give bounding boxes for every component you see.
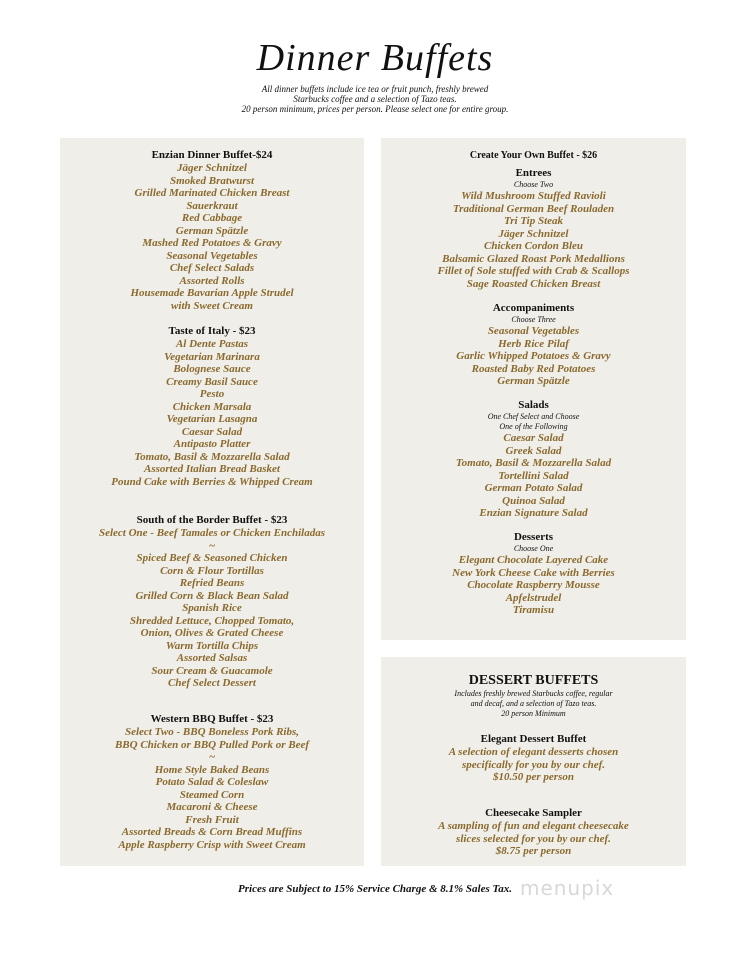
enzian-items <box>60 162 364 312</box>
menu-item: Fillet of Sole stuffed with Crab & Scallops <box>437 265 630 277</box>
menu-item: Assorted Salsas <box>176 652 248 664</box>
menu-item: Select One - Beef Tamales or Chicken Enchiladas <box>98 527 325 539</box>
section-note: Choose Three <box>511 315 556 324</box>
create-your-own-panel <box>381 138 686 640</box>
section-title: Enzian Dinner Buffet-$24 <box>151 149 273 161</box>
menu-item: Herb Rice Pilaf <box>498 337 569 350</box>
menu-item: Grilled Marinated Chicken Breast <box>134 187 290 199</box>
menu-item: Fresh Fruit <box>185 813 239 826</box>
watermark-logo: menupix <box>520 876 615 900</box>
dessert-buffets-panel <box>381 657 686 866</box>
subtitle-line: Starbucks coffee and a selection of Tazo teas. <box>293 94 457 104</box>
section-title: Entrees <box>515 167 552 179</box>
entrees-items <box>381 190 686 290</box>
menu-item: German Potato Salad <box>484 482 583 494</box>
section-desc: specifically for you by our chef. <box>462 758 605 771</box>
section-desc: A sampling of fun and elegant cheesecake <box>438 820 629 832</box>
menu-item: Traditional German Beef Rouladen <box>452 202 615 215</box>
section-note: and decaf, and a selection of Tazo teas. <box>470 699 597 708</box>
menu-item: Macaroni & Cheese <box>166 801 258 813</box>
menu-item: New York Cheese Cake with Berries <box>452 566 615 579</box>
menu-item: Quinoa Salad <box>502 494 565 507</box>
menu-item: Apfelstrudel <box>505 591 562 604</box>
border-items <box>60 527 364 690</box>
menu-item: Caesar Salad <box>503 432 564 444</box>
section-note: One Chef Select and Choose <box>487 412 580 421</box>
menu-item: Jäger Schnitzel <box>498 227 569 240</box>
bbq-buffet-section <box>60 713 364 851</box>
bbq-items <box>60 726 364 851</box>
section-price: $8.75 per person <box>495 845 572 857</box>
menu-item: Greek Salad <box>505 444 562 457</box>
menu-item: ~ <box>208 751 216 763</box>
section-desc: A selection of elegant desserts chosen <box>448 746 619 758</box>
section-note: 20 person Minimum <box>501 709 566 718</box>
menu-item: Assorted Italian Bread Basket <box>144 463 280 475</box>
border-buffet-section <box>60 514 364 690</box>
page-subtitle <box>0 84 750 114</box>
menu-item: Chicken Marsala <box>172 400 252 413</box>
subtitle-line: All dinner buffets include ice tea or fruit punch, freshly brewed <box>261 84 489 94</box>
section-title: Salads <box>518 399 549 411</box>
menu-item: Spiced Beef & Seasoned Chicken <box>136 552 288 564</box>
menu-item: Select Two - BBQ Boneless Pork Ribs, <box>124 726 300 738</box>
section-title: Desserts <box>513 531 554 543</box>
section-note: Choose One <box>513 544 554 553</box>
desserts-items <box>381 554 686 617</box>
menu-item: Tomato, Basil & Mozzarella Salad <box>455 457 612 469</box>
menu-item: Shredded Lettuce, Chopped Tomato, <box>129 614 295 627</box>
left-menu-panel <box>60 138 364 866</box>
menu-item: German Spätzle <box>497 375 570 387</box>
menu-item: Elegant Chocolate Layered Cake <box>458 554 609 566</box>
menu-item: Tiramisu <box>512 604 555 616</box>
menu-item: Steamed Corn <box>179 788 245 801</box>
cyo-header <box>381 149 686 162</box>
menu-item: Chef Select Salads <box>169 262 255 274</box>
accompaniments-items <box>381 325 686 388</box>
salads-section <box>381 399 686 520</box>
section-price: $10.50 per person <box>493 771 574 783</box>
section-title: Cheesecake Sampler <box>485 807 582 819</box>
page-title: Dinner Buffets <box>256 37 494 79</box>
enzian-buffet-section <box>60 149 364 312</box>
italy-buffet-section <box>60 325 364 488</box>
section-title: South of the Border Buffet - $23 <box>136 514 288 526</box>
menu-item: with Sweet Cream <box>171 299 253 312</box>
salads-items <box>381 432 686 520</box>
menu-item: Seasonal Vegetables <box>487 325 580 337</box>
section-note: One of the Following <box>499 422 568 431</box>
section-title: Accompaniments <box>492 302 575 314</box>
menu-item: Apple Raspberry Crisp with Sweet Cream <box>118 838 306 851</box>
menu-item: Al Dente Pastas <box>175 338 249 350</box>
menu-item: Jäger Schnitzel <box>177 162 247 174</box>
menu-item: Red Cabbage <box>181 212 243 224</box>
menu-item: ~ <box>208 539 216 552</box>
menu-item: Tri Tip Steak <box>503 215 564 227</box>
section-title: Western BBQ Buffet - $23 <box>150 713 274 725</box>
menu-item: Tomato, Basil & Mozzarella Salad <box>134 450 290 463</box>
tax-note: Prices are Subject to 15% Service Charge & 8.1% Sales Tax. <box>238 883 512 895</box>
menu-item: Vegetarian Lasagna <box>166 413 258 425</box>
menu-item: Pound Cake with Berries & Whipped Cream <box>111 475 313 488</box>
menu-item: Wild Mushroom Stuffed Ravioli <box>461 190 606 202</box>
section-title: Create Your Own Buffet - $26 <box>469 150 598 161</box>
subtitle-line: 20 person minimum, prices per person. Please select one for entire group. <box>241 104 509 114</box>
menu-item: Corn & Flour Tortillas <box>160 564 264 577</box>
menu-item: Tortellini Salad <box>498 469 569 482</box>
elegant-dessert-section <box>381 733 686 784</box>
menu-item: Chicken Cordon Bleu <box>483 240 584 252</box>
dessert-buffets-header <box>381 672 686 719</box>
section-title: Elegant Dessert Buffet <box>480 733 587 745</box>
menu-item: Spanish Rice <box>182 602 242 614</box>
accompaniments-section <box>381 302 686 388</box>
menu-item: Chef Select Dessert <box>168 677 256 689</box>
menu-item: Vegetarian Marinara <box>164 350 260 363</box>
menu-item: Assorted Rolls <box>179 274 245 287</box>
section-note: Choose Two <box>513 180 554 189</box>
menu-item: Caesar Salad <box>181 425 243 438</box>
menu-item: Antipasto Platter <box>173 438 251 450</box>
menu-item: Seasonal Vegetables <box>166 249 258 262</box>
menu-item: Potato Salad & Coleslaw <box>155 776 269 788</box>
menu-item: Sauerkraut <box>186 199 238 212</box>
menu-item: Roasted Baby Red Potatoes <box>471 362 596 375</box>
menu-item: Home Style Baked Beans <box>154 763 270 776</box>
menu-item: Smoked Bratwurst <box>169 174 255 187</box>
menu-item: Enzian Signature Salad <box>479 507 588 519</box>
menu-item: Balsamic Glazed Roast Pork Medallions <box>442 252 625 265</box>
menu-item: BBQ Chicken or BBQ Pulled Pork or Beef <box>114 738 310 751</box>
section-title: Taste of Italy - $23 <box>168 325 256 337</box>
menu-item: Bolognese Sauce <box>173 363 251 375</box>
cheesecake-section <box>381 807 686 858</box>
menu-item: Chocolate Raspberry Mousse <box>467 579 600 591</box>
menu-item: Grilled Corn & Black Bean Salad <box>135 589 289 602</box>
menu-item: Mashed Red Potatoes & Gravy <box>142 237 282 249</box>
desserts-section <box>381 531 686 617</box>
section-note: Includes freshly brewed Starbucks coffee, regular <box>454 689 613 698</box>
menu-item: Onion, Olives & Grated Cheese <box>140 627 284 639</box>
italy-items <box>60 338 364 488</box>
menu-item: Assorted Breads & Corn Bread Muffins <box>121 826 303 838</box>
menu-item: German Spätzle <box>175 224 249 237</box>
section-desc: slices selected for you by our chef. <box>456 832 611 845</box>
menu-item: Warm Tortilla Chips <box>165 639 259 652</box>
menu-item: Creamy Basil Sauce <box>166 375 258 388</box>
menu-item: Refried Beans <box>179 577 245 589</box>
menu-item: Garlic Whipped Potatoes & Gravy <box>456 350 611 362</box>
menu-item: Sour Cream & Guacamole <box>151 664 273 677</box>
entrees-section <box>381 167 686 290</box>
menu-item: Pesto <box>199 388 225 400</box>
section-title: DESSERT BUFFETS <box>468 673 599 688</box>
menu-item: Sage Roasted Chicken Breast <box>466 277 601 290</box>
menu-item: Housemade Bavarian Apple Strudel <box>130 287 294 299</box>
